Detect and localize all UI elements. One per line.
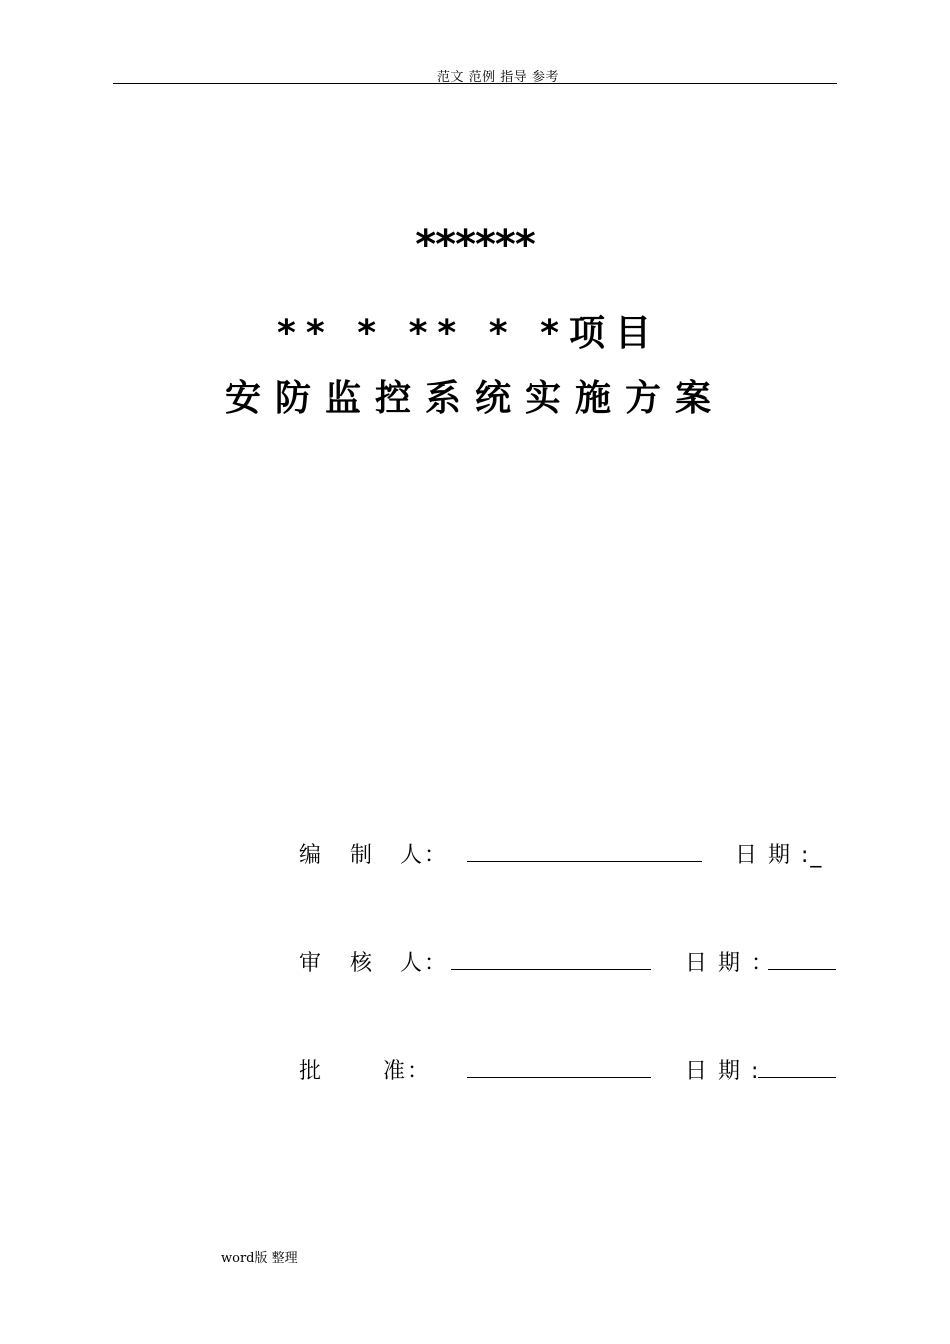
header-rule [113,83,837,84]
compiler-name-line[interactable] [467,861,702,862]
reviewer-label-3: 人： [400,951,449,976]
approver-date-line[interactable] [758,1077,836,1078]
approver-label-2: 准： [383,1059,432,1084]
title-line-2: ** * ** * *项目 [277,313,661,354]
compiler-label-3: 人： [400,843,449,868]
reviewer-label-1: 审 [299,951,324,976]
page-footer: word版 整理 [221,1251,298,1266]
reviewer-date-label: 日 期 ： [685,951,775,976]
page-header: 范文 范例 指导 参考 [437,70,559,85]
approver-date-label: 日 期 : [685,1059,761,1084]
reviewer-date-line[interactable] [768,969,836,970]
compiler-label-1: 编 [299,843,324,868]
compiler-label-2: 制 [350,843,375,868]
approver-label-1: 批 [299,1059,324,1084]
title-line-1: ****** [415,222,535,268]
approver-name-line[interactable] [467,1077,651,1078]
reviewer-name-line[interactable] [451,969,651,970]
reviewer-label-2: 核 [350,951,375,976]
document-title: 安防监控系统实施方案 [224,378,725,419]
compiler-date-label: 日 期 :_ [735,843,824,868]
